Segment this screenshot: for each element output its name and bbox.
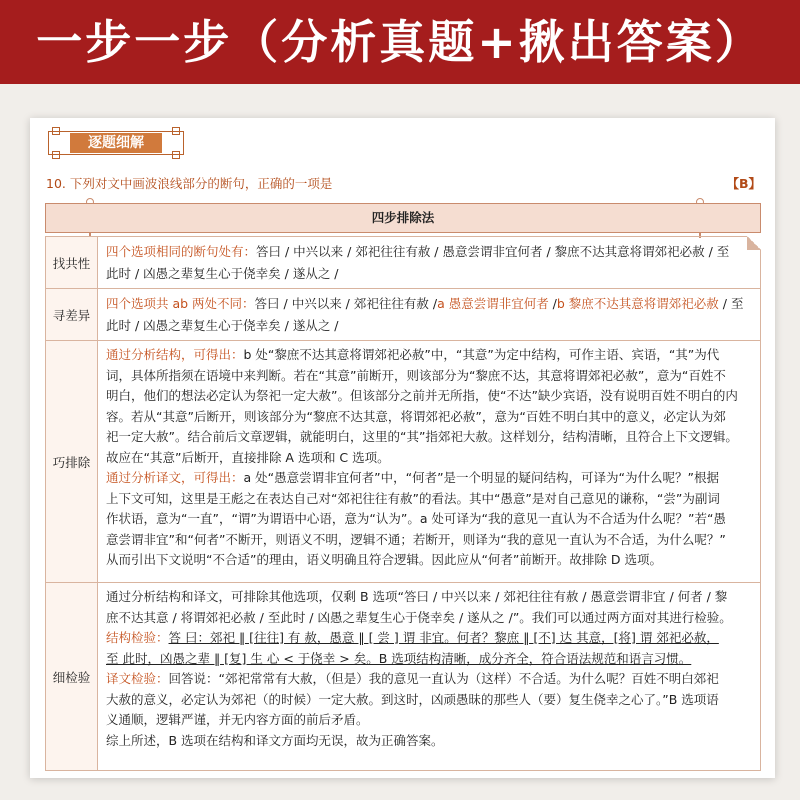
method-table	[45, 236, 761, 771]
banner-title: 一步一步（分析真题+揪出答案）	[36, 15, 764, 69]
answer-badge: 【B】	[726, 176, 761, 191]
row-text: / 至	[718, 296, 744, 311]
row-lead: 通过分析结构，可得出：	[106, 347, 244, 362]
tag-corner-ornament	[52, 151, 60, 159]
banner	[0, 0, 800, 84]
row-line	[106, 293, 756, 315]
row-line: 词，具体所指须在语境中来判断。若在“其意”前断开，则该部分为“黎庶不达，其意将谓郊祀必赦”，意为“百姓不	[106, 367, 726, 383]
row-lead: 通过分析译文，可得出：	[106, 470, 244, 485]
row-line: 义通顺，逻辑严谨，并无内容方面的前后矛盾。	[106, 712, 369, 727]
row-text: 答曰 / 中兴以来 / 郊祀往往有赦 / 愚意尝谓非宜何者 / 黎庶不达其意将谓郊祀必赦 / 至	[256, 244, 730, 259]
row-lead: 四个选项相同的断句处有：	[106, 244, 257, 259]
question-text: 10. 下列对文中画波浪线部分的断句，正确的一项是	[46, 176, 333, 191]
row-line	[106, 345, 756, 366]
row-body	[106, 587, 756, 751]
row-check	[46, 583, 760, 770]
row-line: 从而引出下文说明“不合适”的理由，语义明确且符合逻辑。因此应从“何者”前断开。故排除 D 选项。	[106, 552, 662, 567]
row-common	[46, 237, 760, 289]
row-label: 寻差异	[46, 289, 98, 340]
row-text: a 处“愚意尝谓非宜何者”中，“何者”是一个明显的疑问结构，可译为“为什么呢？”根据	[243, 470, 720, 485]
row-line: 上下文可知，这里是王彪之在表达自己对“郊祀往往有赦”的看法。其中“愚意”是对自己意见的谦称，“尝”为副词	[106, 490, 720, 506]
row-line	[106, 628, 756, 649]
row-body	[106, 293, 756, 337]
separator: /	[548, 296, 557, 311]
structure-analysis: 答 曰：郊祀 ‖ [往往] 有 赦，愚意 ‖ [ 尝 ] 谓 非宜。何者？黎庶 ‖ [不] 达 其意，[将] 谓 郊祀必赦，	[168, 630, 719, 645]
row-text: 回答说：“郊祀常常有大赦，（但是）我的意见一直认为（这样）不合适。为什么呢？百姓不明白郊祀	[168, 671, 719, 686]
row-lead: 结构检验：	[106, 630, 169, 645]
row-line: 通过分析结构和译文，可排除其他选项，仅剩 B 选项“答曰 / 中兴以来 / 郊祀往往有赦 / 愚意尝谓非宜 / 何者 / 黎	[106, 589, 728, 604]
row-text: b 处“黎庶不达其意将谓郊祀必赦”中，“其意”为定中结构，可作主语、宾语，“其”为代	[243, 347, 720, 362]
row-text: 答曰 / 中兴以来 / 郊祀往往有赦 /	[254, 296, 438, 311]
row-line: 作状语，意为“一直”，“谓”为谓语中心语，意为“认为”。a 处可译为“我的意见一直认为不合适为什么呢？”若“愚	[106, 511, 726, 526]
section-tag-label: 逐题细解	[70, 133, 162, 153]
tag-corner-ornament	[52, 127, 60, 135]
row-label: 细检验	[46, 583, 98, 770]
row-line: 意尝谓非宜”和“何者”不断开，则语义不明，逻辑不通；若断开，则译为“我的意见一直认为不合适，为什么呢？”	[106, 531, 726, 547]
row-line: 此时 / 凶愚之辈复生心于侥幸矣 / 遂从之 /	[106, 266, 339, 281]
row-lead: 四个选项共 ab 两处不同：	[106, 296, 255, 311]
highlight-a: a 愚意尝谓非宜何者	[437, 296, 549, 311]
structure-analysis: 至 此时，凶愚之辈 ‖ [复] 生 心 < 于侥幸 > 矣。B 选项结构清晰，成分齐全，符合语法规范和语言习惯。	[106, 650, 692, 666]
tag-corner-ornament	[172, 127, 180, 135]
row-eliminate	[46, 341, 760, 583]
conclusion: 综上所述，B 选项在结构和译文方面均无误，故为正确答案。	[106, 732, 444, 748]
row-line: 祀一定大赦”。结合前后文章逻辑，就能明白，这里的“其”指郊祀大赦。这样划分，结构清晰，且符合上下文逻辑。	[106, 429, 738, 444]
row-label: 巧排除	[46, 341, 98, 582]
row-line: 此时 / 凶愚之辈复生心于侥幸矣 / 遂从之 /	[106, 318, 339, 333]
row-line: 故应在“其意”后断开，直接排除 A 选项和 C 选项。	[106, 449, 390, 465]
row-line: 庶不达其意 / 将谓郊祀必赦 / 至此时 / 凶愚之辈复生心于侥幸矣 / 遂从之 /”。我们可以通过两方面对其进行检验。	[106, 609, 732, 625]
method-title: 四步排除法	[45, 203, 761, 233]
row-line	[106, 669, 756, 690]
row-line	[106, 241, 756, 263]
row-label: 找共性	[46, 237, 98, 288]
tag-corner-ornament	[172, 151, 180, 159]
row-body	[106, 241, 756, 285]
row-line: 容。若从“其意”后断开，则该部分为“黎庶不达其意，将谓郊祀必赦”，意为“百姓不明白其中的意义，必定认为郊	[106, 408, 726, 424]
row-lead: 译文检验：	[106, 671, 169, 686]
row-diff	[46, 289, 760, 341]
row-body	[106, 345, 756, 571]
answer-sheet	[30, 118, 775, 778]
highlight-b: b 黎庶不达其意将谓郊祀必赦	[556, 296, 719, 311]
row-line: 明白，他们的想法必定认为祭祀一定大赦”。但该部分之前并无所指，使“不达”缺少宾语，没有说明百姓不明白的内	[106, 388, 738, 403]
section-tag	[48, 131, 184, 155]
row-line: 大赦的意义，必定认为郊祀（的时候）一定大赦。到这时，凶顽愚昧的那些人（要）复生侥幸之心了。”B 选项语	[106, 691, 719, 707]
row-line	[106, 468, 756, 489]
